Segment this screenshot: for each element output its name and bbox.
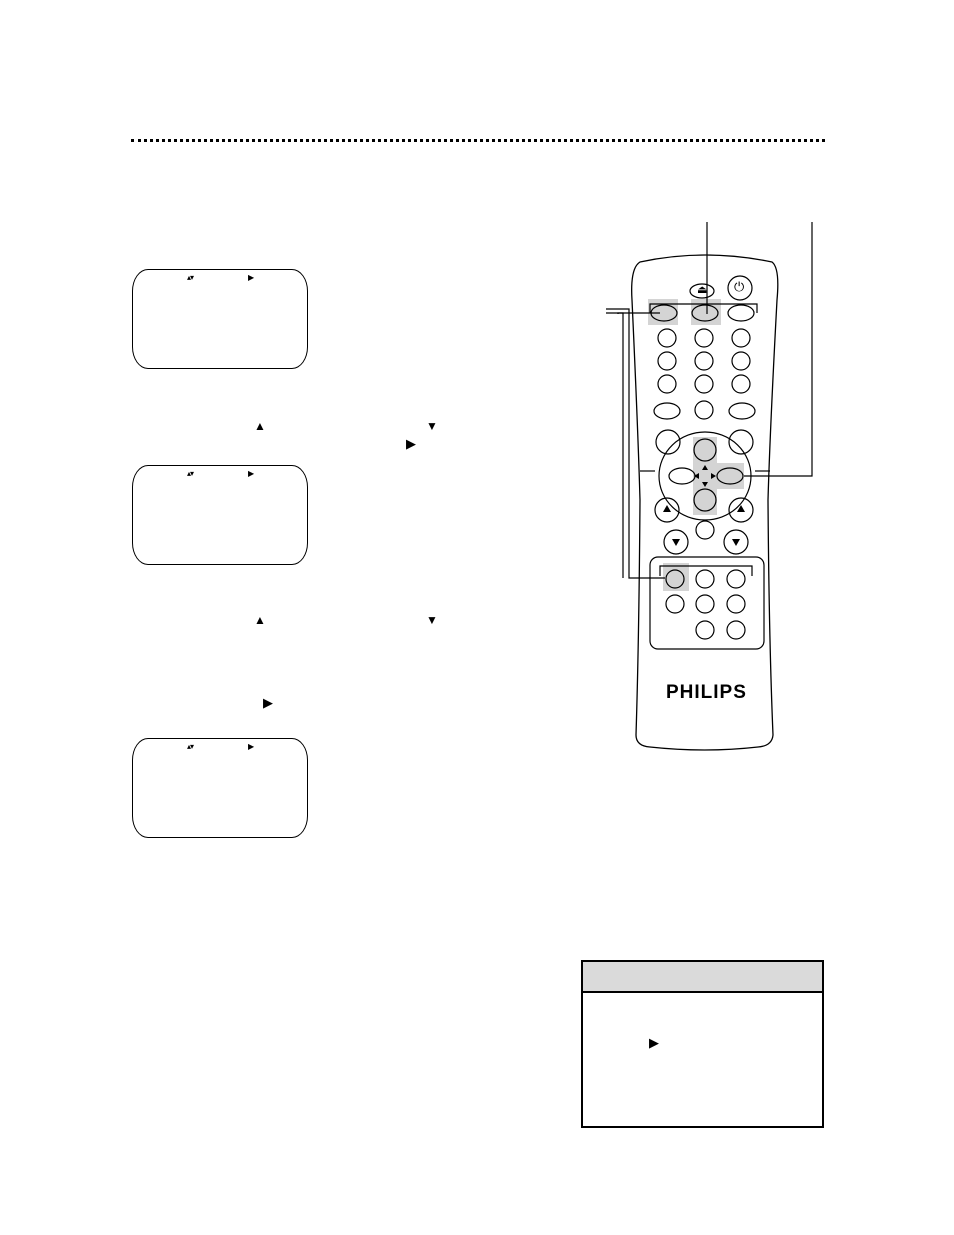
play-arrow-icon: ▶ (248, 273, 255, 282)
right-arrow-icon: ▶ (649, 1035, 659, 1050)
right-arrow-icon: ▶ (263, 695, 273, 710)
right-arrow-icon: ▶ (406, 436, 416, 451)
remote-brand-logo: PHILIPS (666, 682, 747, 703)
helpful-hint-box (581, 960, 824, 1128)
nav-left-button (669, 468, 695, 484)
play-arrow-icon: ▶ (248, 469, 255, 478)
callout-line-right (744, 222, 812, 476)
up-arrow-icon: ▲ (254, 613, 266, 627)
highlight-bottom-left (663, 563, 689, 591)
highlight-nav-right (716, 463, 744, 489)
down-arrow-icon: ▼ (426, 419, 438, 433)
remote-oval-button (728, 305, 754, 321)
power-icon: ⏻ (734, 279, 745, 294)
hint-box-header (583, 962, 822, 993)
eject-icon: ⏏ (697, 284, 708, 296)
play-arrow-icon: ▶ (248, 742, 255, 751)
up-arrow-icon: ▲ (254, 419, 266, 433)
down-arrow-icon: ▼ (426, 613, 438, 627)
up-down-arrow-icon: ▴▾ (187, 273, 194, 282)
up-down-arrow-icon: ▴▾ (187, 469, 194, 478)
up-down-arrow-icon: ▴▾ (187, 742, 194, 751)
